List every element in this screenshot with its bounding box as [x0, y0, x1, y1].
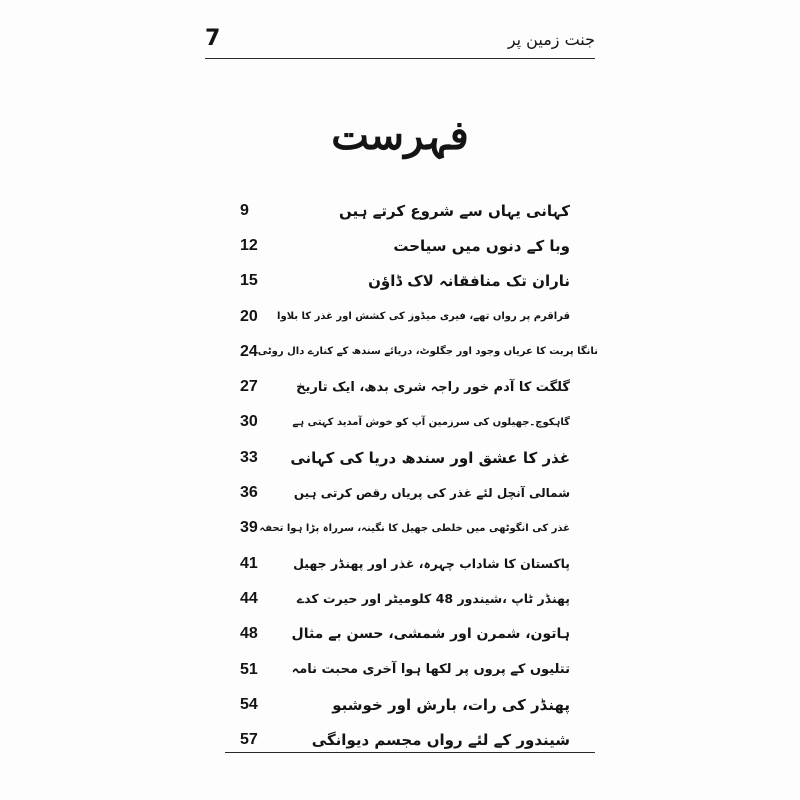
toc-entry-page-number: 30 [240, 413, 258, 431]
toc-entry [240, 546, 570, 581]
toc-entry-page-number: 33 [240, 448, 258, 466]
toc-entry-page-number: 51 [240, 660, 258, 678]
toc-entry-page-number: 39 [240, 519, 258, 537]
toc-entry-page-number: 15 [240, 272, 258, 290]
header-divider [205, 58, 595, 59]
toc-entry [240, 617, 570, 652]
toc-entry-title: پھنڈر کی رات، بارش اور خوشبو [332, 695, 570, 714]
toc-entry-title: گلگت کا آدم خور راجہ شری بدھ، ایک تاریخ [296, 379, 570, 395]
toc-entry [240, 334, 598, 369]
toc-entry-title: نانگا پربت کا عریاں وجود اور جگلوٹ، دریائے سندھ کے کنارے دال روٹی [257, 346, 598, 358]
running-header [205, 20, 595, 60]
toc-entry [240, 652, 570, 687]
toc-entry-title: شیندور کے لئے رواں مجسم دیوانگی [311, 731, 570, 750]
toc-entry-title: تتلیوں کے پروں پر لکھا ہوا آخری محبت نامہ [291, 662, 570, 677]
toc-entry-page-number: 44 [240, 589, 258, 607]
toc-entry-page-number: 9 [240, 201, 249, 219]
toc-entry [240, 228, 570, 263]
toc-entry-page-number: 41 [240, 554, 258, 572]
toc-entry [240, 475, 570, 510]
toc-entry [240, 369, 570, 404]
toc-entry-page-number: 57 [240, 731, 258, 749]
toc-entry [240, 511, 570, 546]
toc-entry [240, 581, 570, 616]
toc-entry-title: وبا کے دنوں میں سیاحت [393, 236, 570, 255]
toc-entry-title: غذر کا عشق اور سندھ دریا کی کہانی [290, 448, 570, 467]
toc-heading: فہرست [331, 112, 469, 159]
toc-entry-page-number: 24 [240, 342, 258, 360]
book-title: جنت زمین پر [507, 30, 595, 49]
toc-entry-title: غذر کی انگوٹھی میں خلطی جھیل کا نگینہ، سرراہ پڑا ہوا تحفہ [259, 522, 570, 534]
toc-entry [240, 193, 570, 228]
toc-entry-title: ناران تک منافقانہ لاک ڈاؤن [368, 272, 570, 291]
toc-entry-title: کہانی یہاں سے شروع کرتے ہیں [339, 201, 570, 220]
table-of-contents [240, 193, 598, 758]
toc-entry [240, 440, 570, 475]
toc-entry-title: پاکستان کا شاداب چہرہ، غذر اور پھنڈر جھیل [293, 556, 570, 572]
toc-entry-title: ہاتون، شمرن اور شمشی، حسن بے مثال [291, 626, 570, 643]
toc-entry-title: شمالی آنچل لئے غذر کی پریاں رقص کرتی ہیں [293, 486, 570, 501]
footer-divider [225, 752, 595, 753]
toc-entry-page-number: 20 [240, 307, 258, 325]
toc-entry-page-number: 36 [240, 484, 258, 502]
toc-entry [240, 687, 570, 722]
toc-entry-title: قراقرم پر رواں تھے، فیری میڈوز کی کشش اور غذر کا بلاوا [277, 311, 570, 323]
page-number: 7 [205, 26, 222, 51]
toc-entry [240, 264, 570, 299]
toc-entry [240, 405, 570, 440]
toc-entry-title: پھنڈر ٹاپ ،شیندور 48 کلومیٹر اور حیرت کدے [296, 591, 570, 607]
toc-entry-page-number: 27 [240, 378, 258, 396]
toc-entry-title: گاہکوچ۔جھیلوں کی سرزمین آپ کو خوش آمدید کہتی ہے [292, 416, 570, 428]
toc-entry-page-number: 12 [240, 236, 258, 254]
toc-entry-page-number: 48 [240, 625, 258, 643]
toc-entry [240, 299, 570, 334]
toc-entry-page-number: 54 [240, 695, 258, 713]
